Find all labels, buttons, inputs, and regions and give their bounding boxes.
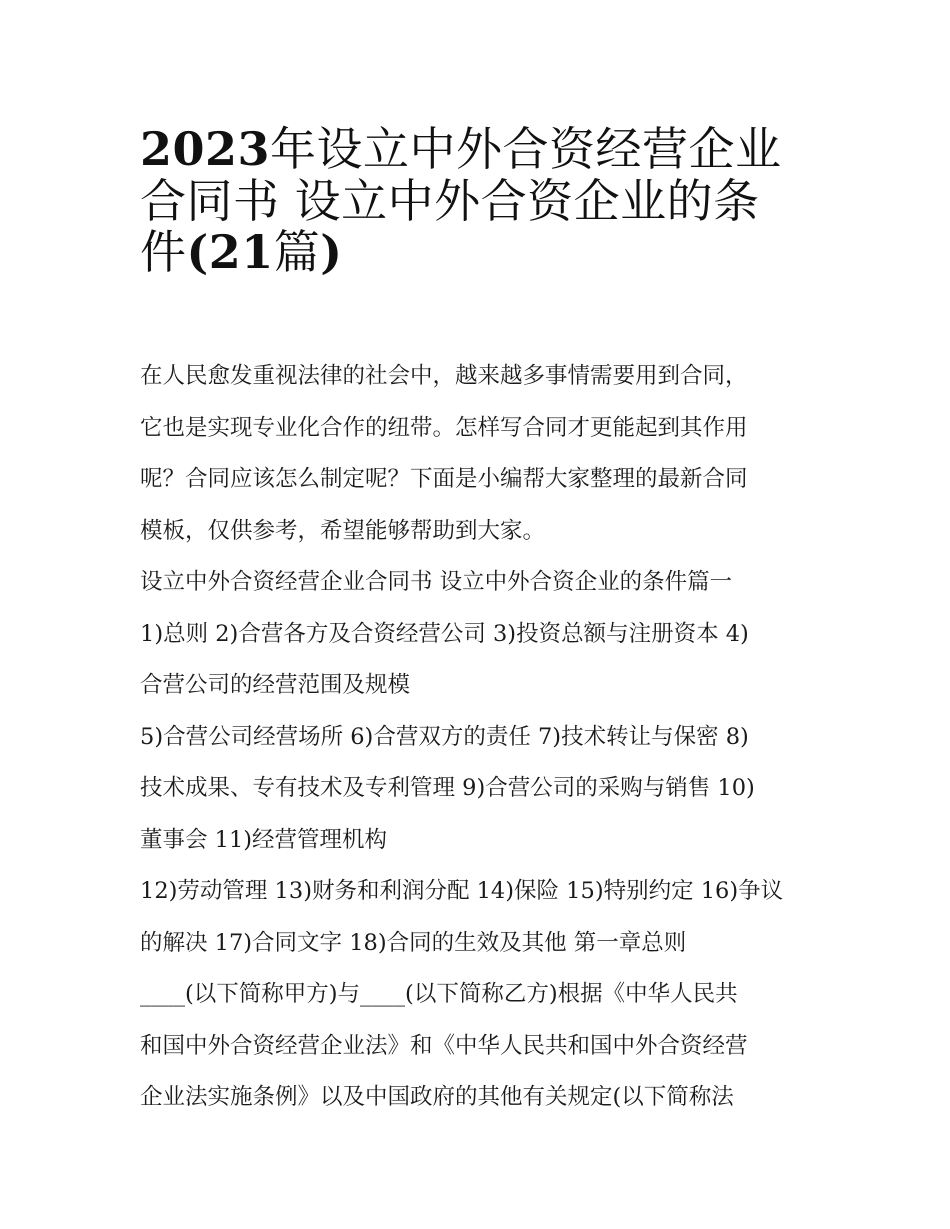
title-line-1: 2023年设立中外合资经营企业 — [140, 122, 782, 176]
body-line: 和国中外合资经营企业法》和《中华人民共和国中外合资经营 — [140, 1032, 748, 1059]
body-line: 设立中外合资经营企业合同书 设立中外合资企业的条件篇一 — [140, 569, 733, 595]
body-line: 1)总则 2)合营各方及合资经营公司 3)投资总额与注册资本 4) — [140, 620, 749, 647]
document-title — [140, 112, 820, 279]
body-line: 合营公司的经营范围及规模 — [140, 672, 411, 698]
title-line-2: 合同书 设立中外合资企业的条 — [140, 173, 760, 228]
body-line: 模板，仅供参考，希望能够帮助到大家。 — [140, 517, 546, 544]
document-body — [140, 351, 820, 1124]
body-line: ____(以下简称甲方)与____(以下简称乙方)根据《中华人民共 — [140, 981, 738, 1007]
body-line: 它也是实现专业化合作的纽带。怎样写合同才更能起到其作用 — [140, 414, 748, 441]
body-line: 12)劳动管理 13)财务和利润分配 14)保险 15)特别约定 16)争议 — [140, 878, 784, 904]
body-line: 呢？合同应该怎么制定呢？下面是小编帮大家整理的最新合同 — [140, 466, 748, 492]
body-line: 企业法实施条例》以及中国政府的其他有关规定(以下简称法 — [140, 1084, 734, 1110]
title-number-run: (21 — [186, 225, 274, 279]
body-line: 在人民愈发重视法律的社会中，越来越多事情需要用到合同， — [140, 363, 748, 389]
body-line: 的解决 17)合同文字 18)合同的生效及其他 第一章总则 — [140, 929, 687, 956]
body-line: 技术成果、专有技术及专利管理 9)合营公司的采购与销售 10) — [140, 775, 755, 801]
title-number-run: 2023 — [140, 122, 271, 176]
title-number-run: ) — [320, 225, 343, 279]
title-line-3: 件(21篇) — [140, 225, 343, 279]
body-line: 5)合营公司经营场所 6)合营双方的责任 7)技术转让与保密 8) — [140, 723, 749, 750]
body-line: 董事会 11)经营管理机构 — [140, 826, 388, 853]
